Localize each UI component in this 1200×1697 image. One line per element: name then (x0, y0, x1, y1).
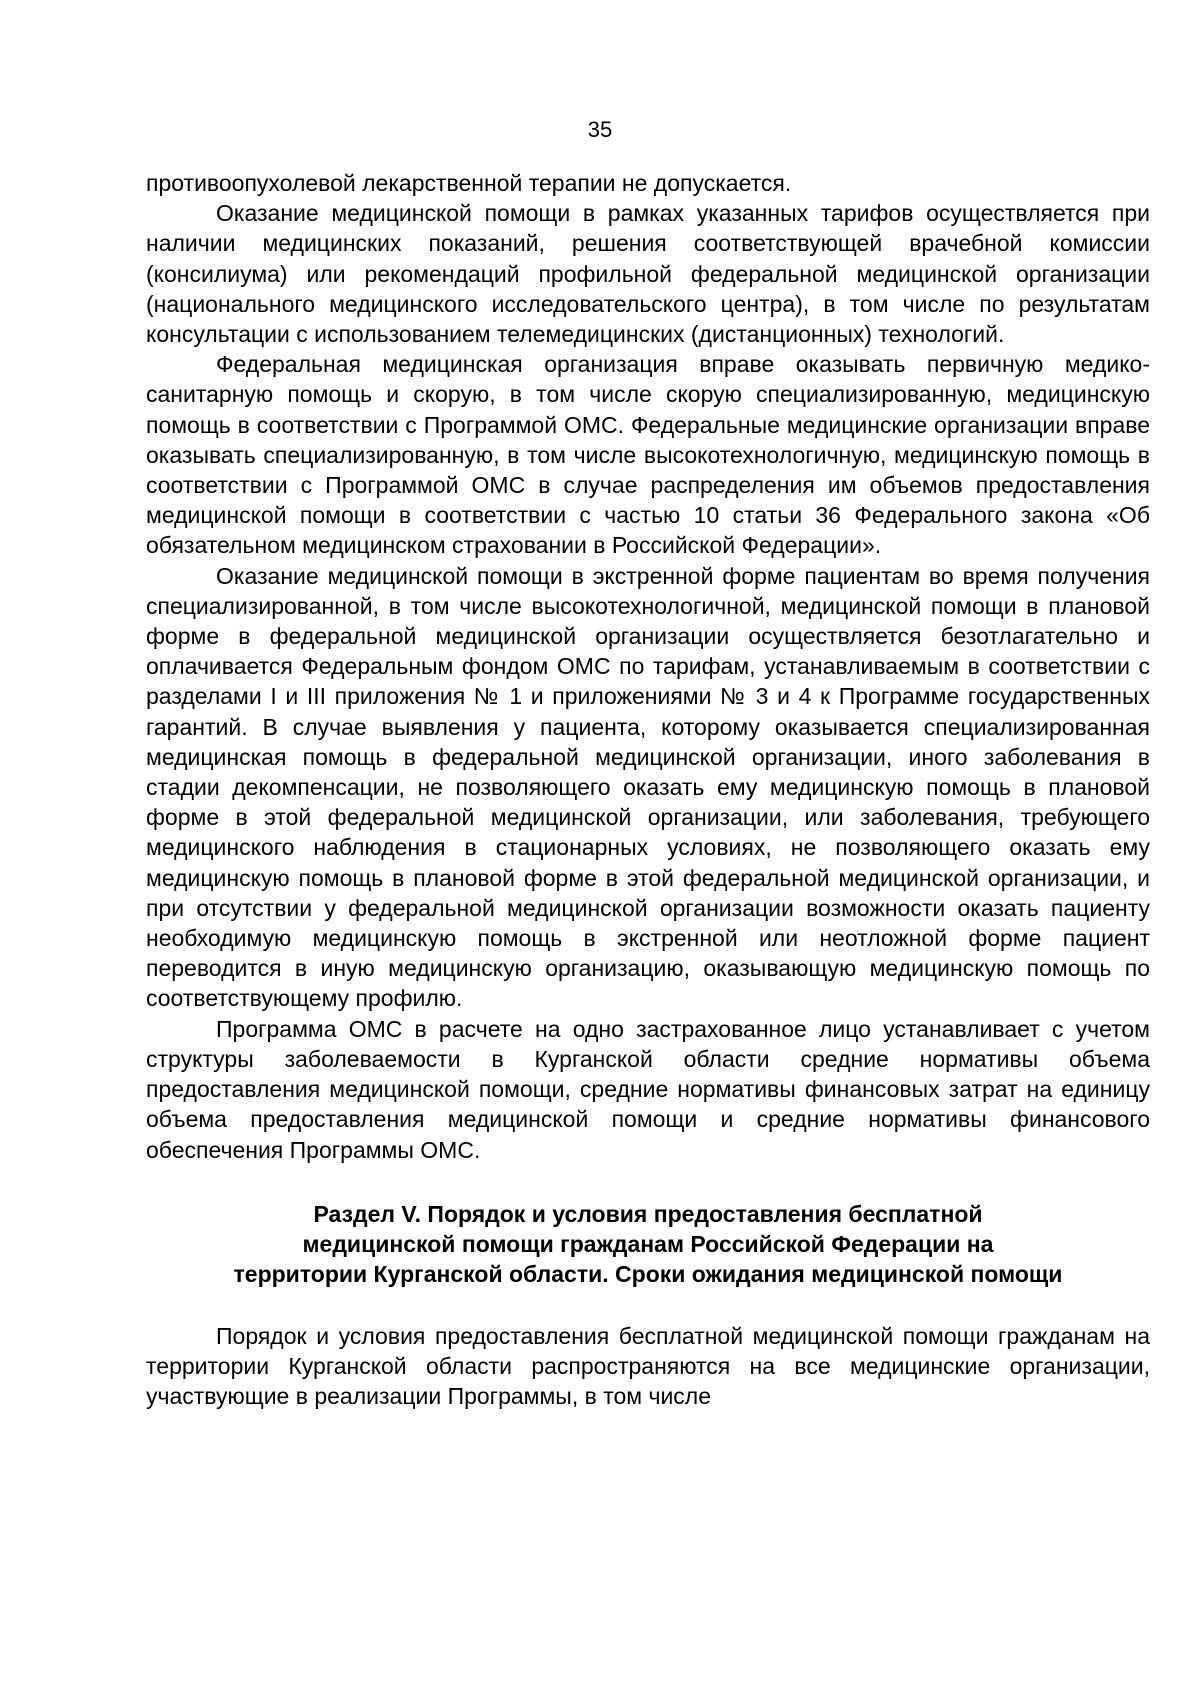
section-heading-line: территории Курганской области. Сроки ожидания медицинской помощи (233, 1260, 1063, 1287)
paragraph-oms-program: Программа ОМС в расчете на одно застрахованное лицо устанавливает с учетом структуры заболеваемости в Курганской области средние нормативы объема предоставления медицинской помощи, средние нормативы финансовых затрат на единицу объема предоставления медицинской помощи и средние нормативы финансового обеспечения Программы ОМС. (146, 1015, 1150, 1163)
page-content (146, 168, 1150, 1411)
section-heading (146, 1199, 1150, 1289)
page-number: 35 (587, 117, 613, 142)
paragraph-emergency-care: Оказание медицинской помощи в экстренной форме пациентам во время получения специализированной, в том числе высокотехнологичной, медицинской помощи в плановой форме в федеральной медицинской организации осуществляется безотлагательно и оплачивается Федеральным фондом ОМС по тарифам, устанавливаемым в соответствии с разделами I и III приложения № 1 и приложениями № 3 и 4 к Программе государственных гарантий. В случае выявления у пациента, которому оказывается специализированная медицинская помощь в федеральной медицинской организации, иного заболевания в стадии декомпенсации, не позволяющего оказать ему медицинскую помощь в плановой форме в этой федеральной медицинской организации, или заболевания, требующего медицинского наблюдения в стационарных условиях, не позволяющего оказать ему медицинскую помощь в плановой форме в этой федеральной медицинской организации, и при отсутствии у федеральной медицинской организации возможности оказать пациенту необходимую медицинскую помощь в экстренной или неотложной форме пациент переводится в иную медицинскую организацию, оказывающую медицинскую помощь по соответствующему профилю. (146, 562, 1150, 1012)
paragraph-continuation: противоопухолевой лекарственной терапии не допускается. (146, 170, 792, 196)
paragraph-tariffs: Оказание медицинской помощи в рамках указанных тарифов осуществляется при наличии медицинских показаний, решения соответствующей врачебной комиссии (консилиума) или рекомендаций профильной федеральной медицинской организации (национального медицинского исследовательского центра), в том числе по результатам консультации с использованием телемедицинских (дистанционных) технологий. (146, 200, 1150, 348)
paragraph-procedure: Порядок и условия предоставления бесплатной медицинской помощи гражданам на территории Курганской области распространяются на все медицинские организации, участвующие в реализации Программы, в том числе (146, 1322, 1150, 1410)
section-heading-line: медицинской помощи гражданам Российской Федерации на (302, 1230, 994, 1257)
paragraph-federal-organization: Федеральная медицинская организация вправе оказывать первичную медико-санитарную помощь и скорую, в том числе скорую специализированную, медицинскую помощь в соответствии с Программой ОМС. Федеральные медицинские организации вправе оказывать специализированную, в том числе высокотехнологичную, медицинскую помощь в соответствии с Программой ОМС в случае распределения им объемов предоставления медицинской помощи в соответствии с частью 10 статьи 36 Федерального закона «Об обязательном медицинском страховании в Российской Федерации». (146, 351, 1150, 559)
section-heading-line: Раздел V. Порядок и условия предоставления бесплатной (313, 1200, 983, 1227)
